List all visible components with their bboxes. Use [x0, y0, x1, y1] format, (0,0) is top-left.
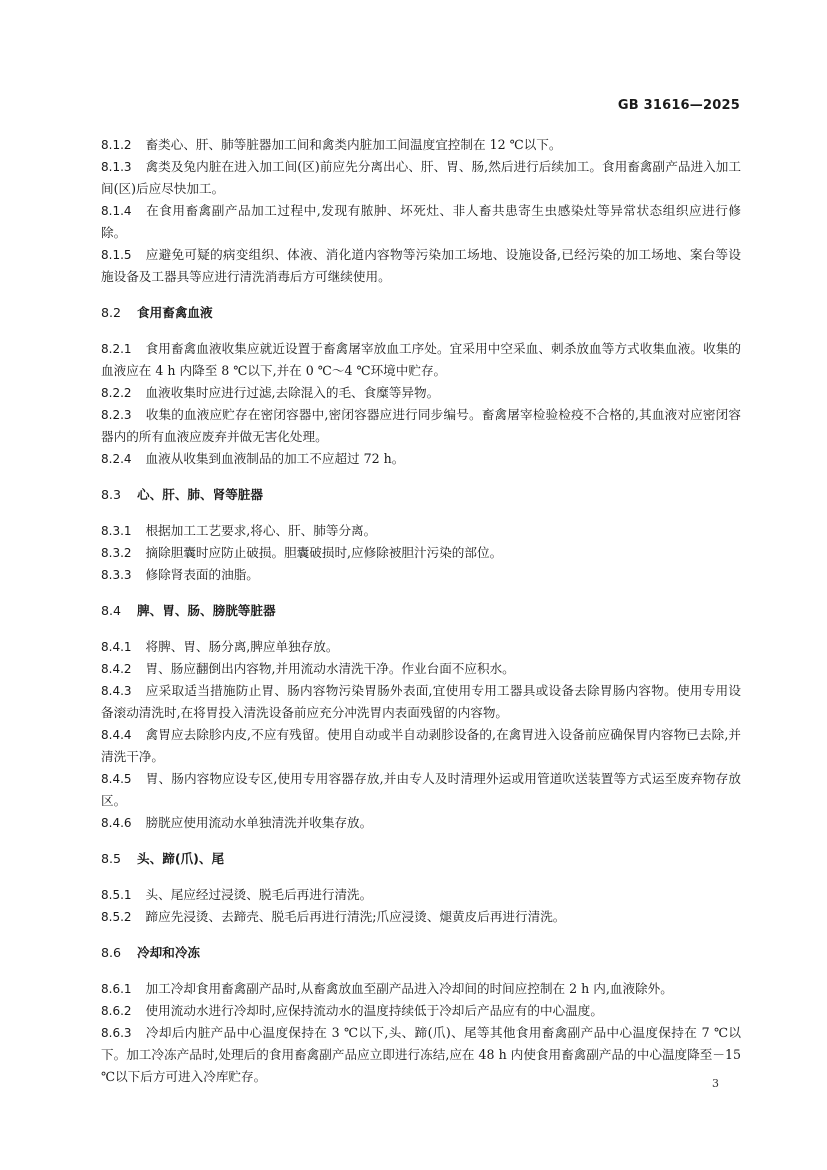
clause-text: 食用畜禽血液收集应就近设置于畜禽屠宰放血工序处。宜采用中空采血、刺杀放血等方式收集血液。收集的血液应在 4 h 内降至 8 ℃以下,并在 0 ℃～4 ℃环境中贮存。	[101, 341, 741, 378]
clause-number: 8.6.2	[101, 1004, 132, 1018]
section-number: 8.4	[101, 603, 122, 618]
clause-text: 应采取适当措施防止胃、肠内容物污染胃肠外表面,宜使用专用工器具或设备去除胃肠内容物。使用专用设备滚动清洗时,在将胃投入清洗设备前应充分冲洗胃内表面残留的内容物。	[101, 683, 741, 720]
clause-text: 畜类心、肝、肺等脏器加工间和禽类内脏加工间温度宜控制在 12 ℃以下。	[145, 137, 562, 152]
section-title: 脾、胃、肠、膀胱等脏器	[137, 603, 276, 618]
section-title: 冷却和冷冻	[137, 945, 200, 960]
clause-text: 使用流动水进行冷却时,应保持流动水的温度持续低于冷却后产品应有的中心温度。	[145, 1003, 603, 1018]
clause-text: 蹄应先浸烫、去蹄壳、脱毛后再进行清洗;爪应浸烫、煺黄皮后再进行清洗。	[145, 909, 566, 924]
clause-8-4-3	[101, 680, 741, 724]
clause-number: 8.2.3	[101, 408, 132, 422]
section-number: 8.5	[101, 851, 122, 866]
clause-8-2-2	[101, 382, 741, 404]
clause-number: 8.1.4	[101, 204, 132, 218]
clause-number: 8.4.1	[101, 640, 132, 654]
section-title: 头、蹄(爪)、尾	[137, 851, 225, 866]
clause-8-4-2	[101, 658, 741, 680]
clause-number: 8.5.1	[101, 888, 132, 902]
clause-text: 禽胃应去除胗内皮,不应有残留。使用自动或半自动剥胗设备的,在禽胃进入设备前应确保胃内容物已去除,并清洗干净。	[101, 727, 741, 764]
clause-number: 8.4.3	[101, 684, 132, 698]
clause-text: 胃、肠应翻倒出内容物,并用流动水清洗干净。作业台面不应积水。	[145, 661, 515, 676]
clause-number: 8.4.5	[101, 772, 132, 786]
clause-number: 8.3.2	[101, 546, 132, 560]
clause-8-3-1	[101, 520, 741, 542]
clause-number: 8.1.3	[101, 160, 132, 174]
clause-number: 8.2.4	[101, 452, 132, 466]
clause-text: 将脾、胃、肠分离,脾应单独存放。	[145, 639, 339, 654]
clause-number: 8.1.5	[101, 248, 132, 262]
clause-text: 在食用畜禽副产品加工过程中,发现有脓肿、坏死灶、非人畜共患寄生虫感染灶等异常状态组织应进行修除。	[101, 203, 741, 240]
standard-number: GB 31616—2025	[617, 98, 740, 113]
clause-text: 加工冷却食用畜禽副产品时,从畜禽放血至副产品进入冷却间的时间应控制在 2 h 内,血液除外。	[145, 981, 673, 996]
clause-8-1-2	[101, 134, 741, 156]
clause-8-4-6	[101, 812, 741, 834]
section-title: 心、肝、肺、肾等脏器	[137, 487, 263, 502]
section-heading-8-5	[101, 848, 741, 870]
section-heading-8-2	[101, 302, 741, 324]
clause-number: 8.3.1	[101, 524, 132, 538]
page-number: 3	[712, 1077, 719, 1090]
clause-number: 8.6.3	[101, 1026, 132, 1040]
clause-8-3-2	[101, 542, 741, 564]
clause-8-1-5	[101, 244, 741, 288]
clause-text: 根据加工工艺要求,将心、肝、肺等分离。	[145, 523, 377, 538]
section-heading-8-3	[101, 484, 741, 506]
clause-text: 头、尾应经过浸烫、脱毛后再进行清洗。	[145, 887, 373, 902]
document-body	[101, 134, 741, 1088]
clause-number: 8.5.2	[101, 910, 132, 924]
clause-8-4-5	[101, 768, 741, 812]
clause-8-2-4	[101, 448, 741, 470]
clause-text: 应避免可疑的病变组织、体液、消化道内容物等污染加工场地、设施设备,已经污染的加工场地、案台等设施设备及工器具等应进行清洗消毒后方可继续使用。	[101, 247, 741, 284]
clause-text: 血液收集时应进行过滤,去除混入的毛、食糜等异物。	[145, 385, 440, 400]
section-heading-8-4	[101, 600, 741, 622]
clause-8-6-1	[101, 978, 741, 1000]
clause-text: 胃、肠内容物应设专区,使用专用容器存放,并由专人及时清理外运或用管道吹送装置等方式运至废弃物存放区。	[101, 771, 741, 808]
clause-8-5-2	[101, 906, 741, 928]
section-number: 8.2	[101, 305, 122, 320]
clause-8-6-2	[101, 1000, 741, 1022]
clause-number: 8.1.2	[101, 138, 132, 152]
clause-8-2-1	[101, 338, 741, 382]
clause-number: 8.4.2	[101, 662, 132, 676]
clause-number: 8.3.3	[101, 568, 132, 582]
clause-8-1-3	[101, 156, 741, 200]
clause-text: 冷却后内脏产品中心温度保持在 3 ℃以下,头、蹄(爪)、尾等其他食用畜禽副产品中心温度保持在 7 ℃以下。加工冷冻产品时,处理后的食用畜禽副产品应立即进行冻结,应在 48 h 内使食用畜禽副产品的中心温度降至－15 ℃以下后方可进入冷库贮存。	[101, 1025, 741, 1084]
clause-8-6-3	[101, 1022, 741, 1088]
section-title: 食用畜禽血液	[137, 305, 213, 320]
clause-text: 血液从收集到血液制品的加工不应超过 72 h。	[145, 451, 405, 466]
clause-number: 8.2.2	[101, 386, 132, 400]
clause-text: 膀胱应使用流动水单独清洗并收集存放。	[145, 815, 373, 830]
clause-number: 8.2.1	[101, 342, 132, 356]
clause-8-1-4	[101, 200, 741, 244]
clause-8-4-1	[101, 636, 741, 658]
clause-text: 修除肾表面的油脂。	[145, 567, 259, 582]
section-heading-8-6	[101, 942, 741, 964]
clause-number: 8.4.4	[101, 728, 132, 742]
clause-8-5-1	[101, 884, 741, 906]
clause-text: 收集的血液应贮存在密闭容器中,密闭容器应进行同步编号。畜禽屠宰检验检疫不合格的,其血液对应密闭容器内的所有血液应废弃并做无害化处理。	[101, 407, 741, 444]
section-number: 8.6	[101, 945, 122, 960]
clause-8-4-4	[101, 724, 741, 768]
section-number: 8.3	[101, 487, 122, 502]
clause-number: 8.6.1	[101, 982, 132, 996]
clause-text: 禽类及兔内脏在进入加工间(区)前应先分离出心、肝、胃、肠,然后进行后续加工。食用畜禽副产品进入加工间(区)后应尽快加工。	[101, 159, 741, 196]
clause-number: 8.4.6	[101, 816, 132, 830]
clause-8-3-3	[101, 564, 741, 586]
clause-text: 摘除胆囊时应防止破损。胆囊破损时,应修除被胆汁污染的部位。	[145, 545, 503, 560]
clause-8-2-3	[101, 404, 741, 448]
